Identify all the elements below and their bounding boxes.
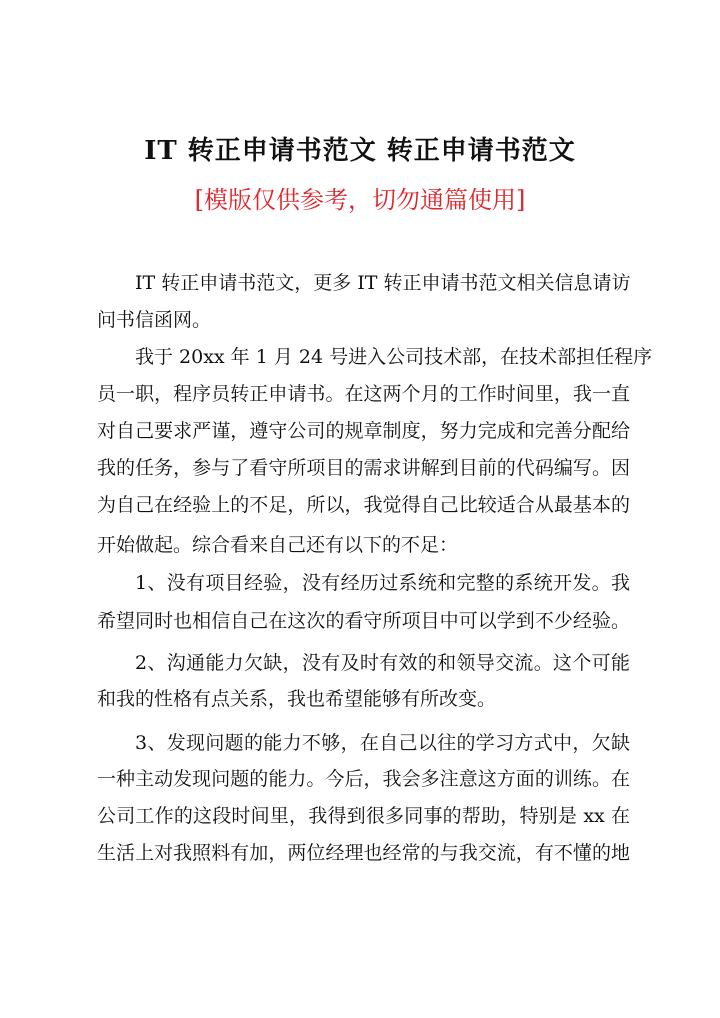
- paragraph-line: 生活上对我照料有加，两位经理也经常的与我交流，有不懂的地: [97, 842, 630, 864]
- paragraph-line: 和我的性格有点关系，我也希望能够有所改变。: [97, 688, 497, 710]
- paragraph-line: 2、沟通能力欠缺，没有及时有效的和领导交流。这个可能: [135, 652, 630, 674]
- paragraph-line: 问书信函网。: [97, 309, 212, 331]
- paragraph-line: 3、发现问题的能力不够，在自己以往的学习方式中，欠缺: [135, 732, 630, 754]
- paragraph-line: 希望同时也相信自己在这次的看守所项目中可以学到不少经验。: [97, 610, 630, 632]
- paragraph-line: 1、没有项目经验，没有经历过系统和完整的系统开发。我: [135, 572, 630, 594]
- paragraph-line: 员一职，程序员转正申请书。在这两个月的工作时间里，我一直: [97, 383, 630, 405]
- paragraph-line: 对自己要求严谨，遵守公司的规章制度，努力完成和完善分配给: [97, 420, 630, 442]
- paragraph-line: 我的任务，参与了看守所项目的需求讲解到目前的代码编写。因: [97, 457, 630, 479]
- paragraph-line: IT 转正申请书范文，更多 IT 转正申请书范文相关信息请访: [135, 272, 631, 294]
- paragraph-line: 公司工作的这段时间里，我得到很多同事的帮助，特别是 xx 在: [97, 805, 630, 827]
- paragraph-line: 一种主动发现问题的能力。今后，我会多注意这方面的训练。在: [97, 768, 630, 790]
- template-disclaimer: [模版仅供参考，切勿通篇使用]: [194, 186, 526, 214]
- paragraph-line: 我于 20xx 年 1 月 24 号进入公司技术部，在技术部担任程序: [135, 346, 653, 368]
- paragraph-line: 开始做起。综合看来自己还有以下的不足：: [97, 534, 459, 556]
- paragraph-line: 为自己在经验上的不足，所以，我觉得自己比较适合从最基本的: [97, 494, 630, 516]
- document-title: IT 转正申请书范文 转正申请书范文: [144, 136, 576, 166]
